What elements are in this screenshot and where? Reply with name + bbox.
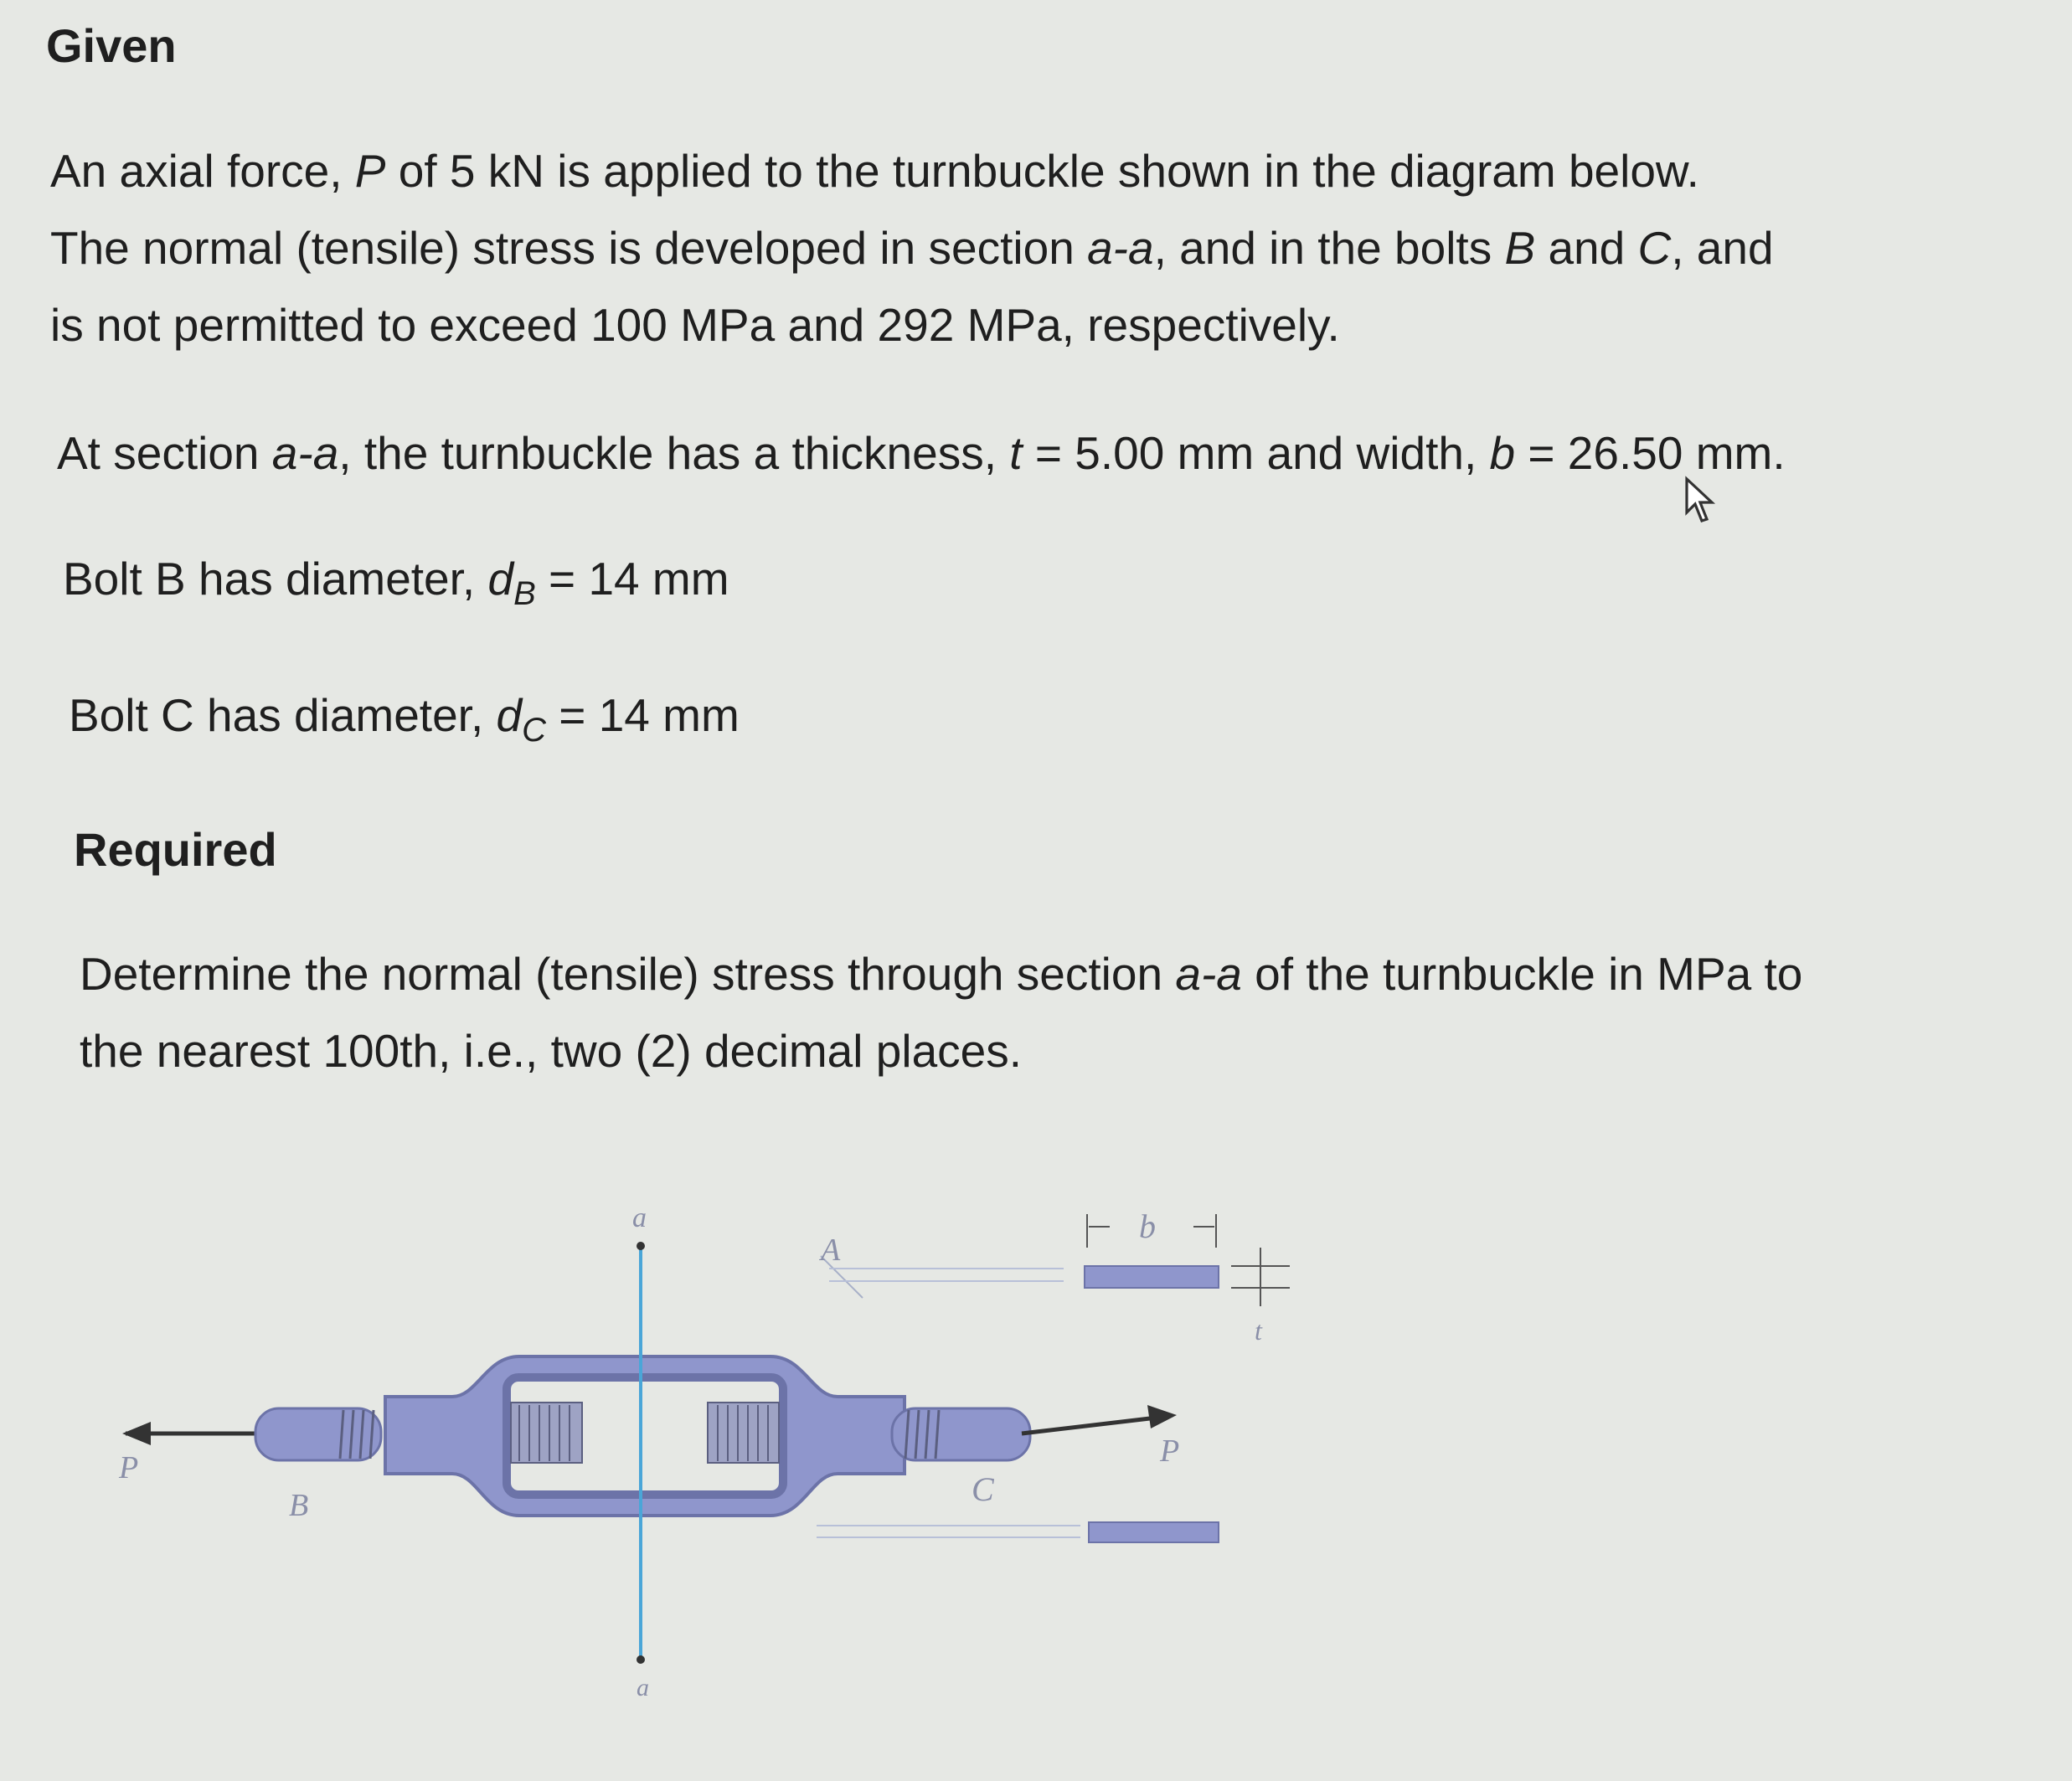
required-heading: Required xyxy=(74,823,277,876)
given-line-1: An axial force, P of 5 kN is applied to the turnbuckle shown in the diagram below. xyxy=(50,145,1699,197)
section-dimensions-text: At section a-a, the turnbuckle has a thickness, t = 5.00 mm and width, b = 26.50 mm. xyxy=(57,427,1786,479)
required-line-1: Determine the normal (tensile) stress through section a-a of the turnbuckle in MPa to xyxy=(80,948,1803,1000)
label-a-top: a xyxy=(632,1202,647,1233)
label-P-right: P xyxy=(1160,1434,1180,1469)
label-B: B xyxy=(289,1488,309,1523)
given-heading: Given xyxy=(46,19,177,72)
required-paragraph xyxy=(80,935,2048,1089)
given-line-3: is not permitted to exceed 100 MPa and 292 MPa, respectively. xyxy=(50,299,1340,351)
right-force-arrow xyxy=(1022,1417,1164,1434)
turnbuckle-diagram xyxy=(109,1189,1323,1708)
left-thread-block xyxy=(511,1403,582,1463)
bolt-c xyxy=(892,1408,1030,1460)
given-line-2: The normal (tensile) stress is developed in section a-a, and in the bolts B and C, and xyxy=(50,222,1774,274)
label-P-left: P xyxy=(119,1450,139,1485)
mouse-pointer-icon xyxy=(1683,476,1720,526)
label-C: C xyxy=(972,1470,994,1508)
label-a-bottom: a xyxy=(637,1674,649,1701)
label-t: t xyxy=(1255,1315,1262,1346)
bolt-c-diameter-text: Bolt C has diameter, $d_C = 14$ mm xyxy=(69,689,740,749)
required-line-2: the nearest 100th, i.e., two (2) decimal places. xyxy=(80,1025,1023,1077)
bolt-b-diameter-text: Bolt B has diameter, $d_B = 14$ mm xyxy=(63,553,729,612)
section-marker-top xyxy=(637,1242,645,1250)
given-paragraph xyxy=(50,132,2060,363)
label-A: A xyxy=(821,1233,841,1268)
left-arrowhead-icon xyxy=(122,1422,151,1445)
cross-section-top xyxy=(1085,1266,1219,1288)
cross-section-bottom xyxy=(1089,1522,1219,1542)
right-arrowhead-icon xyxy=(1147,1405,1177,1428)
label-b: b xyxy=(1139,1207,1156,1245)
section-marker-bottom xyxy=(637,1655,645,1664)
